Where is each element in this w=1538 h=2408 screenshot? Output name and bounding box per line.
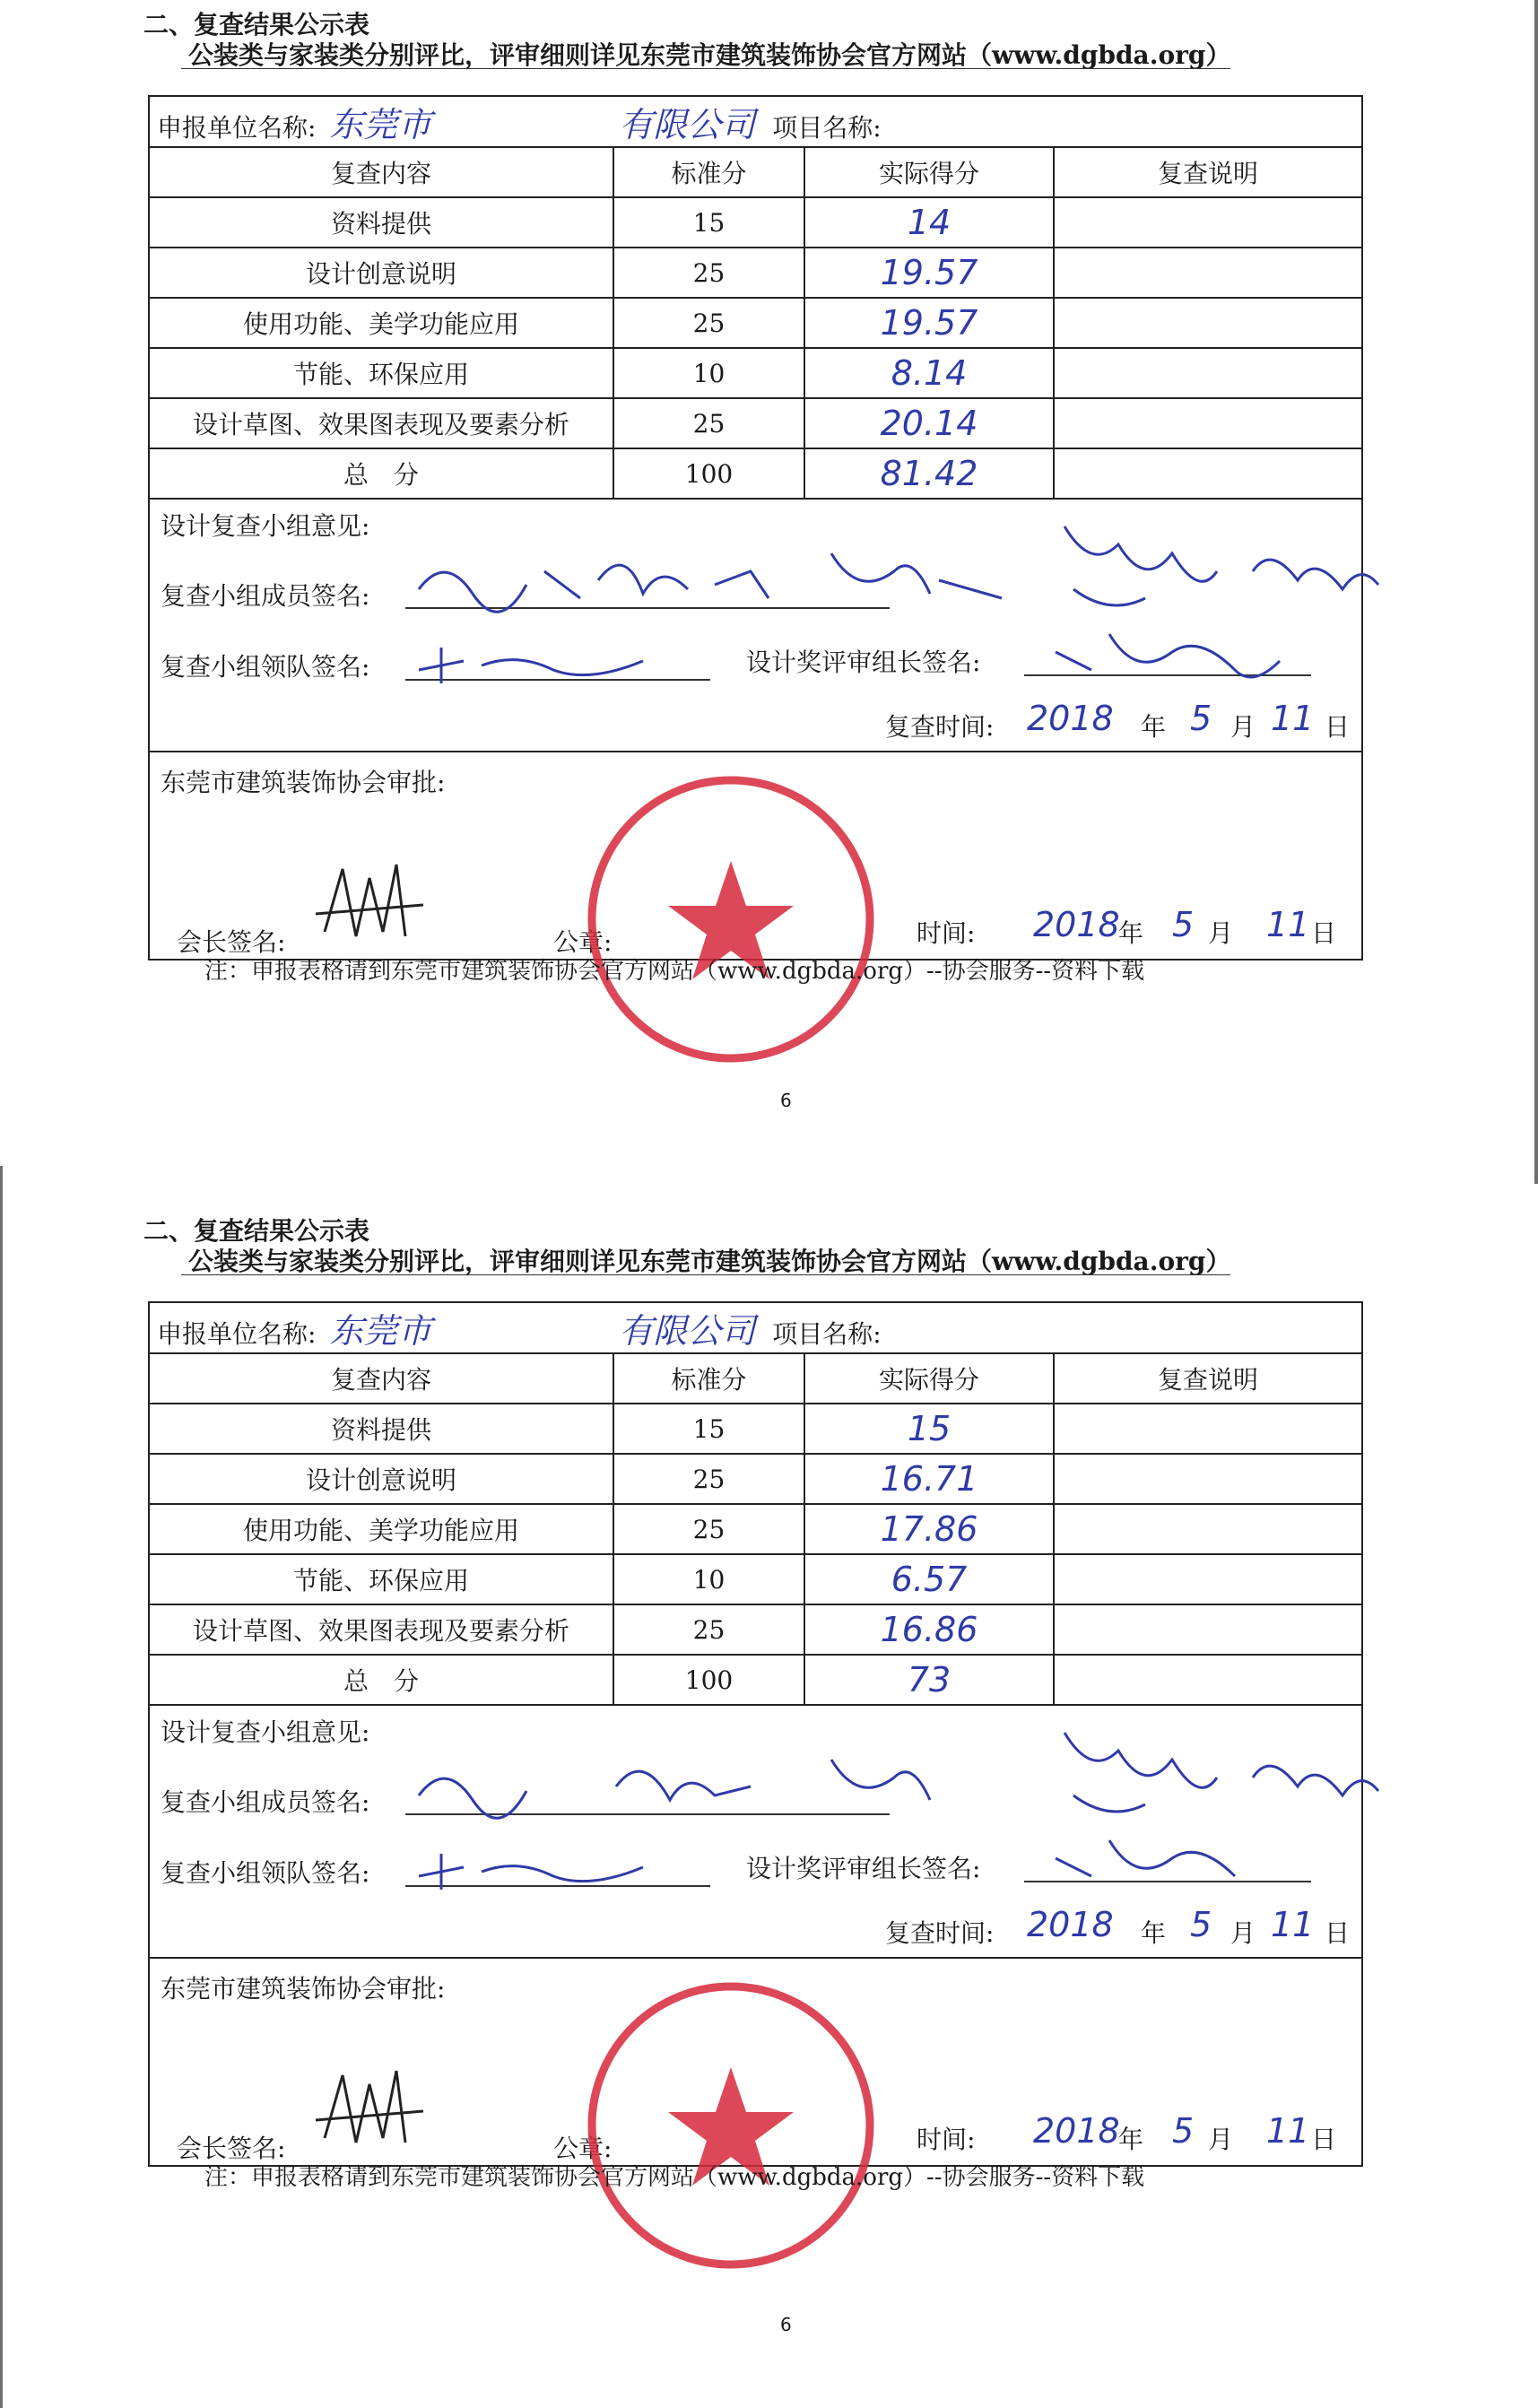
footnote: 注：申报表格请到东莞市建筑装饰协会官方网站（www.dgbda.org）--协会服务--资料下载 xyxy=(204,958,1145,985)
score-handwriting: 16.86 xyxy=(804,1604,1054,1655)
total-standard: 100 xyxy=(613,448,804,499)
table-row: 节能、环保应用 10 8.14 xyxy=(149,348,1362,398)
approval-year: 2018 xyxy=(1033,905,1120,944)
leader-label: 复查小组领队签名: xyxy=(161,1858,370,1888)
remark-cell xyxy=(1054,448,1362,499)
section-title: 二、复查结果公示表 xyxy=(143,10,370,39)
approval-month: 5 xyxy=(1172,2111,1195,2151)
project-label: 项目名称: xyxy=(772,113,882,143)
approval-day: 11 xyxy=(1266,905,1310,944)
applicant-handwriting-2: 有限公司 xyxy=(619,1311,756,1351)
members-label: 复查小组成员签名: xyxy=(161,1787,370,1817)
approval-label: 东莞市建筑装饰协会审批: xyxy=(161,1974,446,2004)
opinion-row: 设计复查小组意见: 复查小组成员签名: 复查小组领队签名: 设计奖评审组长签名: 复查时间: 2018 年 5 月 11 日 xyxy=(149,499,1362,752)
header-standard: 标准分 xyxy=(613,147,804,197)
score-handwriting: 15 xyxy=(804,1404,1054,1454)
header-remark: 复查说明 xyxy=(1054,1353,1362,1404)
remark-cell xyxy=(1054,248,1362,298)
table-row: 设计草图、效果图表现及要素分析 25 16.86 xyxy=(149,1604,1362,1655)
table-row: 使用功能、美学功能应用 25 17.86 xyxy=(149,1504,1362,1554)
remark-cell xyxy=(1054,398,1362,448)
form-page-1 xyxy=(0,0,1538,1202)
review-month: 5 xyxy=(1190,699,1212,738)
president-label: 会长签名: xyxy=(177,2134,286,2163)
seal-label: 公章: xyxy=(553,2134,613,2163)
header-item: 复查内容 xyxy=(149,147,613,197)
score-handwriting: 19.57 xyxy=(804,298,1054,348)
score-handwriting: 19.57 xyxy=(804,248,1054,298)
judge-label: 设计奖评审组长签名: xyxy=(746,1854,981,1883)
total-actual: 73 xyxy=(804,1655,1054,1705)
applicant-row xyxy=(149,96,1362,147)
project-label: 项目名称: xyxy=(772,1319,882,1349)
president-signature xyxy=(307,851,432,950)
table-row: 使用功能、美学功能应用 25 19.57 xyxy=(149,298,1362,348)
score-handwriting: 8.14 xyxy=(804,348,1054,398)
form-page-2 xyxy=(0,1206,1538,2408)
review-month: 5 xyxy=(1190,1905,1212,1944)
applicant-handwriting-1: 东莞市 xyxy=(329,105,432,144)
table-row: 设计草图、效果图表现及要素分析 25 20.14 xyxy=(149,398,1362,448)
approval-day: 11 xyxy=(1266,2111,1310,2151)
review-day: 11 xyxy=(1271,699,1315,738)
review-day: 11 xyxy=(1271,1905,1315,1944)
applicant-label: 申报单位名称: xyxy=(157,1319,317,1349)
applicant-row xyxy=(149,1302,1362,1353)
score-handwriting: 14 xyxy=(804,197,1054,248)
score-handwriting: 20.14 xyxy=(804,398,1054,448)
header-item: 复查内容 xyxy=(149,1353,613,1404)
remark-cell xyxy=(1054,348,1362,398)
members-signature xyxy=(410,1724,1396,1822)
members-signature xyxy=(410,517,1396,616)
approval-time-label: 时间: xyxy=(917,2125,976,2154)
remark-cell xyxy=(1054,1554,1362,1604)
header-standard: 标准分 xyxy=(613,1353,804,1404)
total-actual: 81.42 xyxy=(804,448,1054,499)
footnote: 注：申报表格请到东莞市建筑装饰协会官方网站（www.dgbda.org）--协会服务--资料下载 xyxy=(204,2164,1145,2191)
header-remark: 复查说明 xyxy=(1054,147,1362,197)
review-time-label: 复查时间: xyxy=(885,712,995,742)
members-label: 复查小组成员签名: xyxy=(161,581,370,611)
remark-cell xyxy=(1054,298,1362,348)
score-handwriting: 17.86 xyxy=(804,1504,1054,1554)
subtitle: 公装类与家装类分别评比，评审细则详见东莞市建筑装饰协会官方网站（www.dgbda.org） xyxy=(188,36,1230,72)
table-row: 资料提供 15 14 xyxy=(149,197,1362,248)
opinion-label: 设计复查小组意见: xyxy=(161,511,370,541)
page-number: 6 xyxy=(780,1090,792,1111)
page-number: 6 xyxy=(780,2314,792,2335)
applicant-label: 申报单位名称: xyxy=(157,113,317,143)
remark-cell xyxy=(1054,1454,1362,1504)
judge-label: 设计奖评审组长签名: xyxy=(746,648,981,677)
approval-time-label: 时间: xyxy=(917,918,976,948)
judge-signature xyxy=(1038,616,1307,688)
leader-signature xyxy=(410,1840,697,1894)
table-row: 设计创意说明 25 16.71 xyxy=(149,1454,1362,1504)
remark-cell xyxy=(1054,1655,1362,1705)
table-row: 设计创意说明 25 19.57 xyxy=(149,248,1362,298)
remark-cell xyxy=(1054,1404,1362,1454)
approval-row: 东莞市建筑装饰协会审批: 会长签名: 公章: 时间: 2018 年 5 月 11 日 xyxy=(149,752,1362,960)
association-seal xyxy=(583,771,879,1067)
remark-cell xyxy=(1054,197,1362,248)
total-row xyxy=(149,448,1362,499)
header-row xyxy=(149,147,1362,197)
subtitle-rule xyxy=(181,68,1230,69)
seal-label: 公章: xyxy=(553,927,613,957)
total-standard: 100 xyxy=(613,1655,804,1705)
remark-cell xyxy=(1054,1604,1362,1655)
approval-month: 5 xyxy=(1172,905,1195,944)
table-row: 资料提供 15 15 xyxy=(149,1404,1362,1454)
table-row: 节能、环保应用 10 6.57 xyxy=(149,1554,1362,1604)
review-time-label: 复查时间: xyxy=(885,1918,995,1948)
approval-label: 东莞市建筑装饰协会审批: xyxy=(161,768,446,797)
score-handwriting: 16.71 xyxy=(804,1454,1054,1504)
review-year: 2018 xyxy=(1027,699,1114,738)
header-row xyxy=(149,1353,1362,1404)
opinion-row: 设计复查小组意见: 复查小组成员签名: 复查小组领队签名: 设计奖评审组长签名: 复查时间: 2018 年 5 月 11 日 xyxy=(149,1705,1362,1958)
applicant-handwriting-2: 有限公司 xyxy=(619,105,756,144)
president-label: 会长签名: xyxy=(177,927,286,957)
leader-signature xyxy=(410,634,697,688)
subtitle: 公装类与家装类分别评比，评审细则详见东莞市建筑装饰协会官方网站（www.dgbda.org） xyxy=(188,1242,1230,1278)
association-seal xyxy=(583,1978,879,2273)
header-actual: 实际得分 xyxy=(804,1353,1054,1404)
approval-year: 2018 xyxy=(1033,2111,1120,2151)
total-label: 总 分 xyxy=(149,448,613,499)
applicant-handwriting-1: 东莞市 xyxy=(329,1311,432,1351)
header-actual: 实际得分 xyxy=(804,147,1054,197)
opinion-label: 设计复查小组意见: xyxy=(161,1717,370,1747)
leader-label: 复查小组领队签名: xyxy=(161,652,370,682)
section-title: 二、复查结果公示表 xyxy=(143,1216,370,1246)
total-row xyxy=(149,1655,1362,1705)
judge-signature xyxy=(1038,1822,1307,1894)
total-label: 总 分 xyxy=(149,1655,613,1705)
review-year: 2018 xyxy=(1027,1905,1114,1944)
score-handwriting: 6.57 xyxy=(804,1554,1054,1604)
remark-cell xyxy=(1054,1504,1362,1554)
subtitle-rule xyxy=(181,1274,1230,1275)
president-signature xyxy=(307,2057,432,2156)
approval-row: 东莞市建筑装饰协会审批: 会长签名: 公章: 时间: 2018 年 5 月 11 日 xyxy=(149,1958,1362,2166)
